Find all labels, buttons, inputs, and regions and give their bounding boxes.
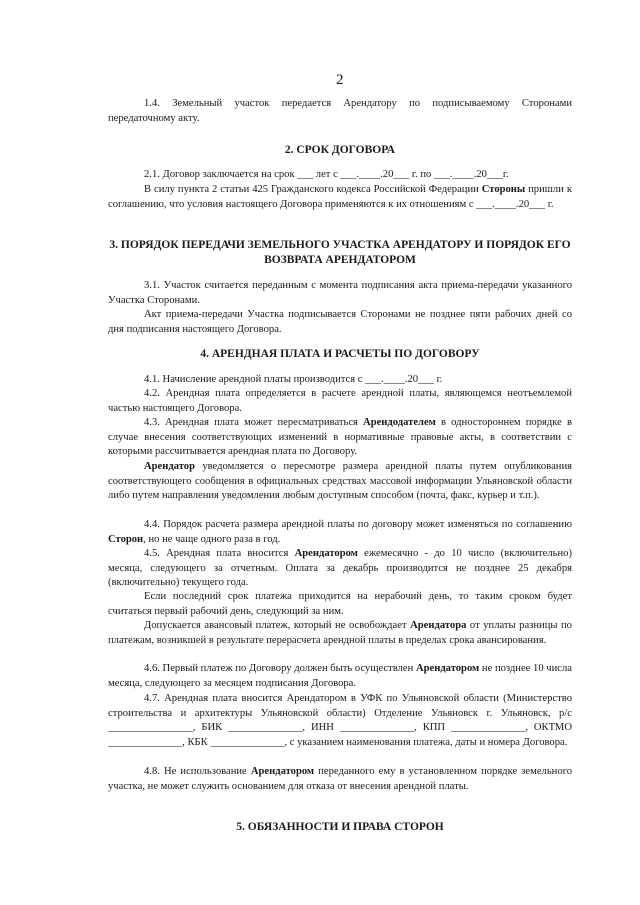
paragraph-4-6-text-end: не позднее 10 числа месяца, следующего за месяцем подписания Договора. xyxy=(108,663,572,689)
paragraph-4-8-text: 4.8. Не использование xyxy=(144,766,251,777)
paragraph-4-5-advance-text: Допускается авансовый платеж, который не освобождает xyxy=(144,620,411,631)
paragraph-4-3-notice-text: уведомляется о пересмотре размера арендной платы путем опубликования соответствующего сообщения в официальных средствах массовой информации Ульяновской области либо путем направления уведомления любым доступным способом (почта, факс, курьер и т.п.). xyxy=(108,461,572,502)
paragraph-4-5-text-end: ежемесячно - до 10 число (включительно) месяца, следующего за отчетным. Оплата за декабрь производится не позднее 25 декабря (включительно) текущего года. xyxy=(108,548,572,589)
tenant-term: Арендатора xyxy=(410,620,467,631)
tenant-term: Арендатором xyxy=(415,663,480,674)
paragraph-4-5-text: 4.5. Арендная плата вносится xyxy=(144,548,295,559)
paragraph-1-4: 1.4. Земельный участок передается Арендатору по подписываемому Сторонами передаточному акту. xyxy=(108,98,572,124)
paragraph-4-4 xyxy=(108,518,572,547)
paragraph-4-8 xyxy=(108,765,572,794)
parties-term: Стороны xyxy=(481,184,526,195)
paragraph-4-5-advance xyxy=(108,619,572,648)
paragraph-4-4-text: 4.4. Порядок расчета размера арендной платы по договору может изменяться по соглашению xyxy=(144,519,572,530)
paragraph-2-2-text: В силу пункта 2 статьи 425 Гражданского кодекса Российской Федерации xyxy=(144,184,482,195)
paragraph-4-5-advance-text-end: от уплаты разницы по платежам, возникшей в результате перерасчета арендной платы в пределах срока авансирования. xyxy=(108,620,572,646)
paragraph-4-3 xyxy=(108,416,572,460)
section-heading-4: 4. АРЕНДНАЯ ПЛАТА И РАСЧЕТЫ ПО ДОГОВОРУ xyxy=(200,348,480,360)
paragraph-4-3-text-end: в одностороннем порядке в случае внесения соответствующих изменений в нормативные правовые акты, в соответствии с которыми рассчитывается арендная плата по Договору. xyxy=(108,417,572,458)
paragraph-4-2: 4.2. Арендная плата определяется в расчете арендной платы, являющемся неотъемлемой частью настоящего Договора. xyxy=(108,388,572,414)
section-heading-3: 3. ПОРЯДОК ПЕРЕДАЧИ ЗЕМЕЛЬНОГО УЧАСТКА АРЕНДАТОРУ И ПОРЯДОК ЕГО ВОЗВРАТА АРЕНДАТОРОМ xyxy=(109,239,571,266)
landlord-term: Арендодателем xyxy=(363,417,436,428)
paragraph-4-3-text: 4.3. Арендная плата может пересматриваться xyxy=(144,417,364,428)
paragraph-4-5 xyxy=(108,547,572,591)
paragraph-4-3-notice xyxy=(108,460,572,504)
section-heading-2: 2. СРОК ДОГОВОРА xyxy=(284,144,396,156)
page-number: 2 xyxy=(336,72,344,88)
paragraph-2-1: 2.1. Договор заключается на срок ___ лет с ___.____.20___ г. по ___.____.20___г. xyxy=(144,169,509,180)
paragraph-3-2: Акт приема-передачи Участка подписывается Сторонами не позднее пяти рабочих дней со дня подписания настоящего Договора. xyxy=(108,309,572,335)
parties-term: Сторон xyxy=(108,533,144,545)
paragraph-2-2-text-end: пришли к соглашению, что условия настоящего Договора применяются к их отношениям с ___.____.20___ г. xyxy=(108,184,572,210)
paragraph-4-1: 4.1. Начисление арендной платы производится с ___.____.20___ г. xyxy=(144,374,443,385)
tenant-term: Арендатором xyxy=(294,548,358,559)
paragraph-4-6 xyxy=(108,662,572,691)
paragraph-4-4-text-end: , но не чаще одного раза в год. xyxy=(143,533,281,545)
paragraph-2-2 xyxy=(108,183,572,212)
tenant-term: Арендатором xyxy=(250,766,315,777)
paragraph-4-5-holiday: Если последний срок платежа приходится на нерабочий день, то таким сроком будет считаться первый рабочий день, следующий за ним. xyxy=(108,591,572,617)
paragraph-3-1: 3.1. Участок считается переданным с момента подписания акта приема-передачи указанного Участка Сторонами. xyxy=(108,280,572,306)
section-heading-5: 5. ОБЯЗАННОСТИ И ПРАВА СТОРОН xyxy=(236,821,444,833)
paragraph-4-8-text-end: переданного ему в установленном порядке земельного участка, не может служить основанием для отказа от внесения арендной платы. xyxy=(108,766,573,792)
tenant-term: Арендатор xyxy=(144,461,195,472)
paragraph-4-6-text: 4.6. Первый платеж по Договору должен быть осуществлен xyxy=(144,663,416,674)
paragraph-4-7: 4.7. Арендная плата вносится Арендатором в УФК по Ульяновской области (Министерство строительства и архитектуры Ульяновской области) Отделение Ульяновск г. Ульяновск, р/с ________________, БИК ______________, ИНН ______________, КПП ______________, ОКТМО ______________, КБК ______________, с указанием наименования платежа, даты и номера Договора. xyxy=(108,693,572,748)
